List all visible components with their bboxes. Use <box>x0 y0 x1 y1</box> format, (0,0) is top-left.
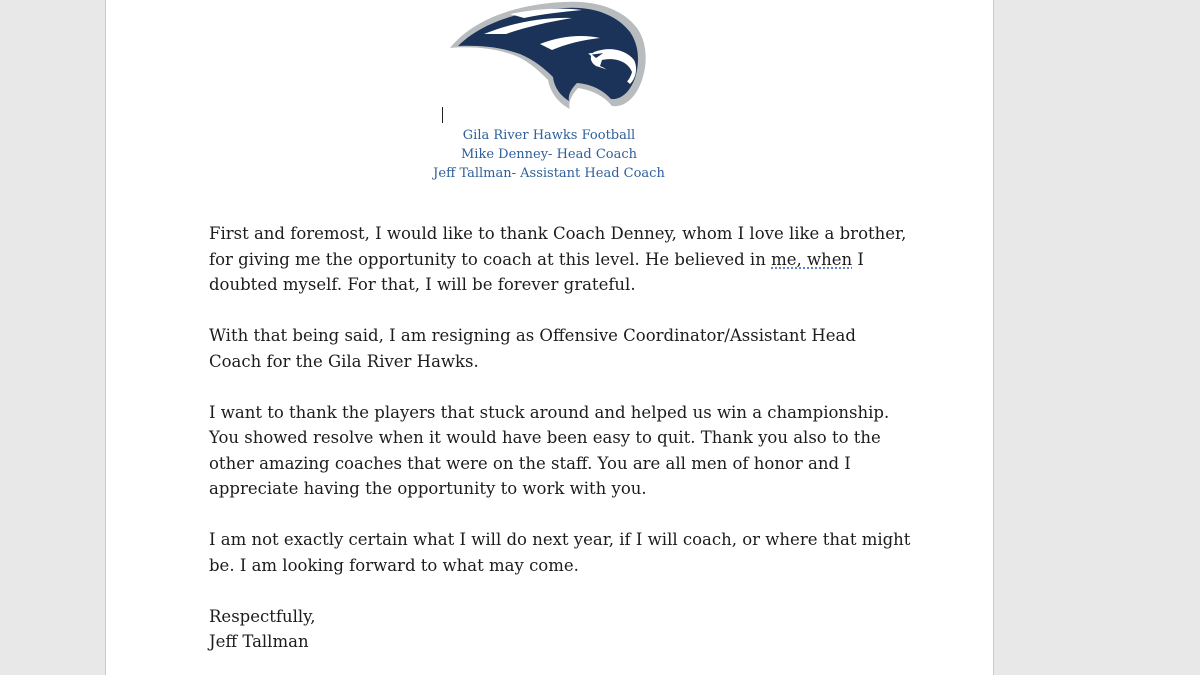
line-segment: for giving me the opportunity to coach at this level. He believed in <box>209 249 772 269</box>
paragraph-resignation <box>209 323 929 374</box>
letterhead-organization: Gila River Hawks Football <box>462 128 636 143</box>
letter-body[interactable] <box>209 221 929 655</box>
line-segment: I <box>852 249 864 269</box>
letterhead-head-coach: Mike Denney- Head Coach <box>460 147 637 162</box>
paragraph-line: I am not exactly certain what I will do next year, if I will coach, or where that might <box>209 530 911 549</box>
signoff <box>209 604 929 655</box>
paragraph-line: With that being said, I am resigning as Offensive Coordinator/Assistant Head <box>209 326 856 345</box>
text-cursor <box>442 107 443 123</box>
letterhead-assistant-coach: Jeff Tallman- Assistant Head Coach <box>433 166 665 181</box>
paragraph-thanks-coach <box>209 221 929 298</box>
grammar-suggestion-underline[interactable]: me, when <box>771 249 853 269</box>
paragraph-line: doubted myself. For that, I will be forever grateful. <box>209 275 636 294</box>
letterhead <box>400 126 698 183</box>
paragraph-line: other amazing coaches that were on the staff. You are all men of honor and I <box>209 453 851 473</box>
paragraph-line <box>209 247 929 273</box>
paragraph-line: You showed resolve when it would have been easy to quit. Thank you also to the <box>209 428 881 447</box>
paragraph-future <box>209 527 929 578</box>
paragraph-line: Coach for the Gila River Hawks. <box>209 351 479 371</box>
paragraph-line: be. I am looking forward to what may come. <box>209 555 579 575</box>
signature: Jeff Tallman <box>209 632 309 651</box>
paragraph-line: I want to thank the players that stuck around and helped us win a championship. <box>209 402 890 422</box>
hawk-logo <box>444 0 648 110</box>
closing: Respectfully, <box>209 606 316 626</box>
paragraph-line: appreciate having the opportunity to work with you. <box>209 479 647 498</box>
paragraph-thanks-players <box>209 400 929 502</box>
paragraph-line: First and foremost, I would like to thank Coach Denney, whom I love like a brother, <box>209 224 907 243</box>
